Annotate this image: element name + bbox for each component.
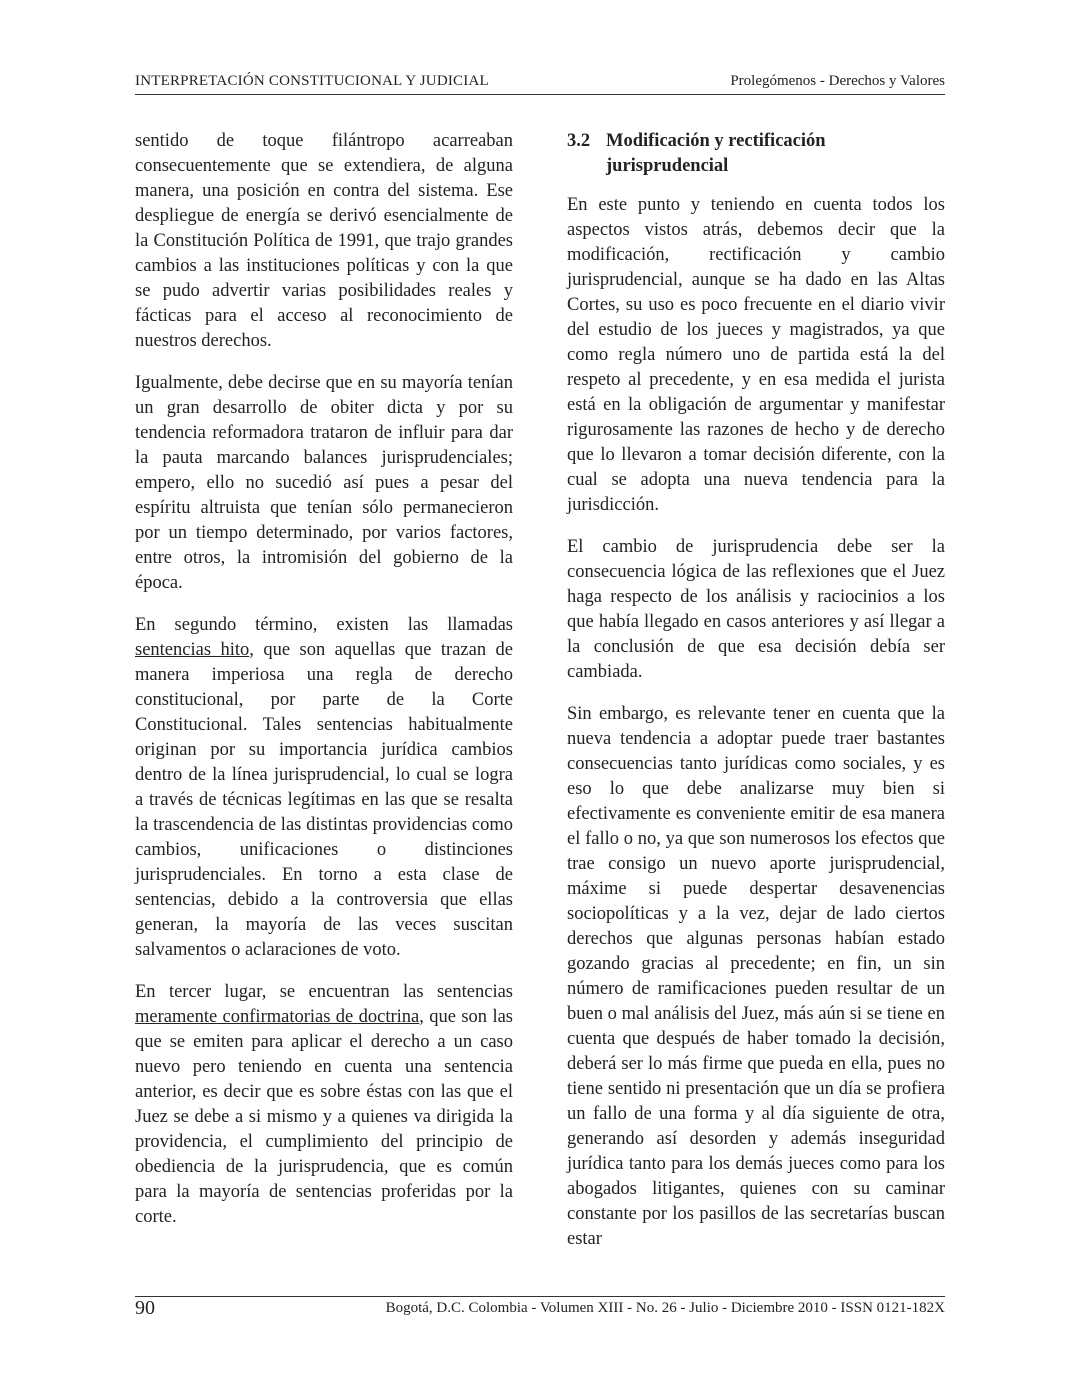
body-paragraph: El cambio de jurisprudencia debe ser la consecuencia lógica de las reflexiones que el Juez haga respecto de los análisis y raciocinios a los que había llegado en casos anteriores y así llegar a la conclusión de que esa decisión debía ser cambiada. bbox=[567, 537, 945, 682]
header-rule bbox=[135, 94, 945, 95]
section-number: 3.2 bbox=[567, 131, 591, 151]
underlined-term: meramente confirmatorias de doctrina bbox=[135, 1007, 420, 1027]
section-heading bbox=[567, 129, 945, 179]
footer-citation: Bogotá, D.C. Colombia - Volumen XIII - No. 26 - Julio - Diciembre 2010 - ISSN 0121-182X bbox=[385, 1300, 945, 1316]
body-paragraph: Sin embargo, es relevante tener en cuenta que la nueva tendencia a adoptar puede traer bastantes consecuencias tanto jurídicas como sociales, y es eso lo que debe analizarse muy bien si efectivamente es conveniente emitir de esa manera el fallo o no, ya que son numerosos los efectos que trae consigo un nuevo aporte jurisprudencial, máxime si puede despertar desavenencias sociopolíticas y a la vez, dejar de lado ciertos derechos que algunas personas habían estado gozando gracias al precedente; en fin, un sin número de ramificaciones pueden resultar de un buen o mal análisis del Juez, más aún si se tiene en cuenta que después de haber tomado la decisión, deberá ser lo más firme que pueda en ella, pues no tiene sentido ni presentación que un día se profiera un fallo de una forma y al día siguiente de otra, generando así desorden y además inseguridad jurídica tanto para los demás jueces como para los abogados litigantes, quienes con su caminar constante por los pasillos de las secretarías buscan estar bbox=[567, 704, 945, 1249]
section-title: Modificación y rectificación jurisprudencial bbox=[606, 131, 826, 176]
paragraph-text: En segundo término, existen las llamadas bbox=[135, 615, 513, 635]
footer-rule bbox=[135, 1296, 945, 1297]
underlined-term: sentencias hito bbox=[135, 640, 250, 660]
running-header-title: INTERPRETACIÓN CONSTITUCIONAL Y JUDICIAL bbox=[135, 73, 489, 89]
body-paragraph: sentido de toque filántropo acarreaban consecuentemente que se extendiera, de alguna manera, una posición en contra del sistema. Ese despliegue de energía se derivó esencialmente de la Constitución Política de 1991, que trajo grandes cambios a las instituciones políticas y con la que se pudo advertir varias posibilidades reales y fácticas para el acceso al reconocimiento de nuestros derechos. bbox=[135, 131, 513, 351]
paragraph-text: , que son las que se emiten para aplicar el derecho a un caso nuevo pero teniendo en cuenta una sentencia anterior, es decir que es sobre éstas con las que el Juez se debe a si mismo y a quienes va dirigida la providencia, el cumplimiento del principio de obediencia de la jurisprudencia, que es común para la mayoría de sentencias proferidas por la corte. bbox=[135, 1007, 513, 1227]
body-paragraph bbox=[135, 980, 513, 1230]
page-number: 90 bbox=[135, 1297, 155, 1319]
paragraph-text: En tercer lugar, se encuentran las sentencias bbox=[135, 982, 513, 1002]
paragraph-text: , que son aquellas que trazan de manera imperiosa una regla de derecho constitucional, por parte de la Corte Constitucional. Tales sentencias habitualmente originan por su importancia jurídica cambios dentro de la línea jurisprudencial, lo cual se logra a través de técnicas legítimas en las que se resalta la trascendencia de las distintas providencias como cambios, unificaciones o distinciones jurisprudenciales. En torno a esta clase de sentencias, debido a la controversia que ellas generan, la mayoría de las veces suscitan salvamentos o aclaraciones de voto. bbox=[135, 640, 513, 960]
running-header-journal: Prolegómenos - Derechos y Valores bbox=[730, 73, 945, 89]
body-paragraph: Igualmente, debe decirse que en su mayoría tenían un gran desarrollo de obiter dicta y por su tendencia reformadora trataron de influir para dar la pauta marcando balances jurisprudenciales; empero, ello no sucedió así pues a pesar del espíritu altruista que tenían sólo permanecieron por un tiempo determinado, por varios factores, entre otros, la intromisión del gobierno de la época. bbox=[135, 373, 513, 593]
body-paragraph bbox=[135, 613, 513, 963]
body-paragraph: En este punto y teniendo en cuenta todos los aspectos vistos atrás, debemos decir que la modificación, rectificación y cambio jurisprudencial, aunque se ha dado en las Altas Cortes, su uso es poco frecuente en el diario vivir del estudio de los jueces y magistrados, ya que como regla número uno de partida está la del respeto al precedente, y en esa medida el jurista está en la obligación de argumentar y manifestar rigurosamente las razones de hecho y de derecho que lo llevaron a tomar decisión diferente, con la cual se adopta una nueva tendencia para la jurisdicción. bbox=[567, 195, 945, 515]
left-column bbox=[135, 129, 513, 1230]
right-column bbox=[567, 129, 945, 1252]
